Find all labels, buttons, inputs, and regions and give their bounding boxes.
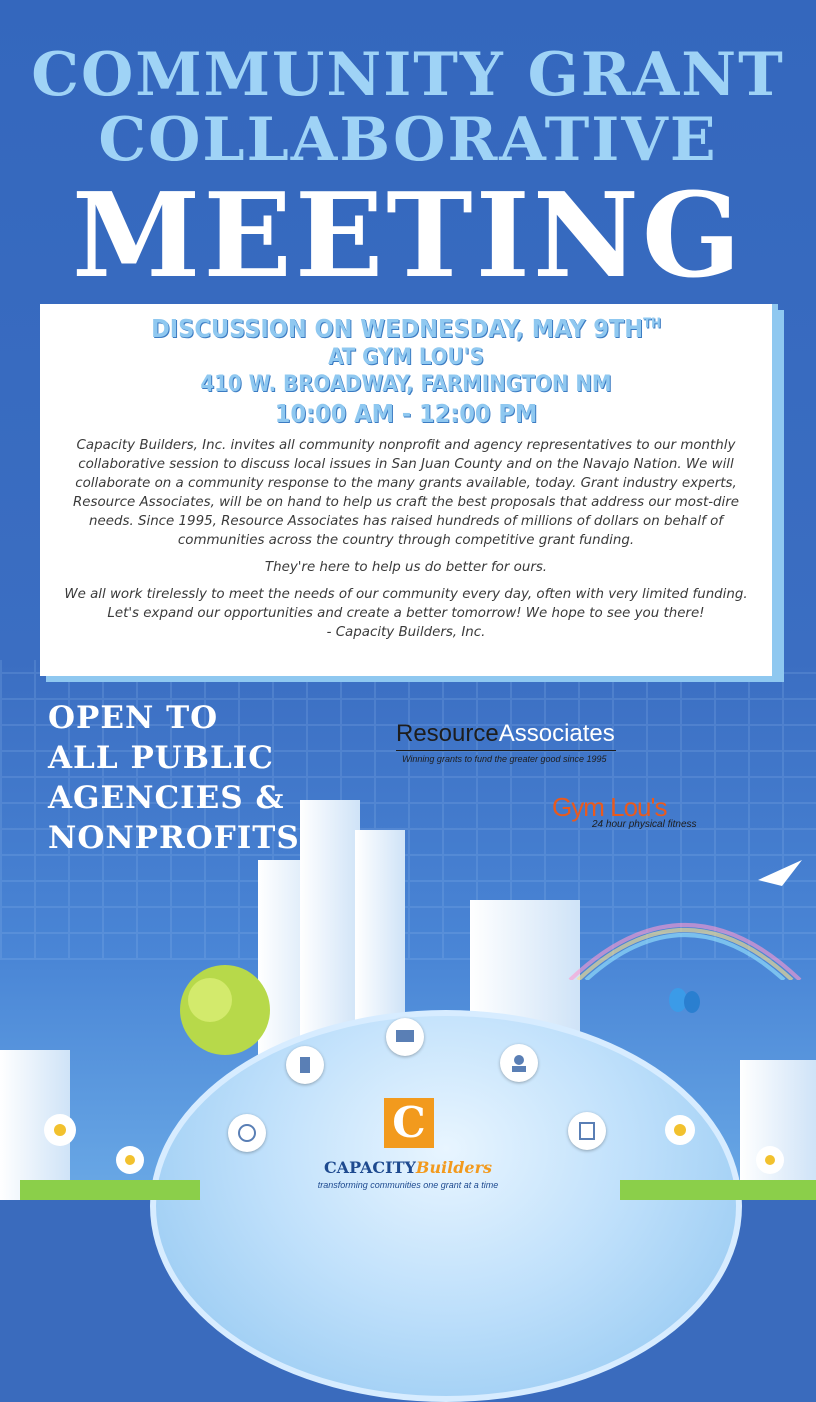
rainbow-icon xyxy=(560,890,810,980)
cb-name-a: CAPACITY xyxy=(323,1158,416,1177)
robot-icon xyxy=(286,1046,324,1084)
description xyxy=(40,436,772,642)
open-line-4: NONPROFITS xyxy=(48,820,300,856)
team-icon xyxy=(500,1044,538,1082)
daisies-right-icon xyxy=(620,1090,816,1200)
title-line-2: COLLABORATIVE xyxy=(98,105,718,175)
address: 410 W. BROADWAY, FARMINGTON NM xyxy=(200,372,612,397)
capacity-builders-logo-icon: C xyxy=(384,1098,434,1148)
discussion-text: DISCUSSION ON WEDNESDAY, MAY 9TH xyxy=(151,314,644,343)
presentation-icon xyxy=(386,1018,424,1056)
daisies-left-icon xyxy=(20,1090,200,1200)
time: 10:00 AM - 12:00 PM xyxy=(274,399,538,428)
globe-dome xyxy=(150,1010,742,1402)
open-to-all xyxy=(48,698,300,858)
ra-name-b: Associates xyxy=(498,720,615,747)
question-cards-icon xyxy=(568,1112,606,1150)
signature: - Capacity Builders, Inc. xyxy=(326,625,486,640)
paper-plane-icon xyxy=(758,860,802,886)
butterfly-icon xyxy=(668,986,702,1024)
gym-name: Gym Lou's xyxy=(552,792,667,822)
open-line-1: OPEN TO xyxy=(48,700,219,736)
description-paragraph-3: We all work tirelessly to meet the needs of our community every day, often with very limited funding. Let's expand our opportunities and create a better tomorrow! We hope to see you there! xyxy=(64,587,748,621)
open-line-3: AGENCIES & xyxy=(48,780,285,816)
globe-cursor-icon xyxy=(228,1114,266,1152)
location: AT GYM LOU'S xyxy=(328,345,484,370)
resource-associates-logo xyxy=(396,720,616,764)
open-line-2: ALL PUBLIC xyxy=(48,740,274,776)
gym-lous-logo xyxy=(552,792,697,830)
description-paragraph-1: Capacity Builders, Inc. invites all community nonprofit and agency representatives to our monthly collaborative session to discuss local issues in San Juan County and on the Navajo Nation. We will collaborate on a community response to the many grants available, today. Grant industry experts, Resource Associates, will be on hand to help us craft the best proposals that address our most-dire needs. Since 1995, Resource Associates has raised hundreds of millions of dollars on behalf of communities across the country through competitive grant funding. xyxy=(72,438,740,548)
ra-tagline: Winning grants to fund the greater good since 1995 xyxy=(402,754,607,764)
title-meeting: MEETING xyxy=(72,168,744,304)
gym-tagline: 24 hour physical fitness xyxy=(592,819,697,830)
details-panel xyxy=(40,304,778,676)
discussion-superscript: TH xyxy=(643,316,661,332)
description-paragraph-2: They're here to help us do better for ours. xyxy=(264,560,548,575)
ra-name-a: Resource xyxy=(396,720,499,747)
discussion-date xyxy=(40,314,772,343)
title-line-1: COMMUNITY GRANT xyxy=(31,40,785,110)
capacity-builders-tagline: transforming communities one grant at a time xyxy=(317,1180,499,1190)
ra-divider xyxy=(396,750,616,751)
cb-name-b: Builders xyxy=(415,1158,493,1177)
